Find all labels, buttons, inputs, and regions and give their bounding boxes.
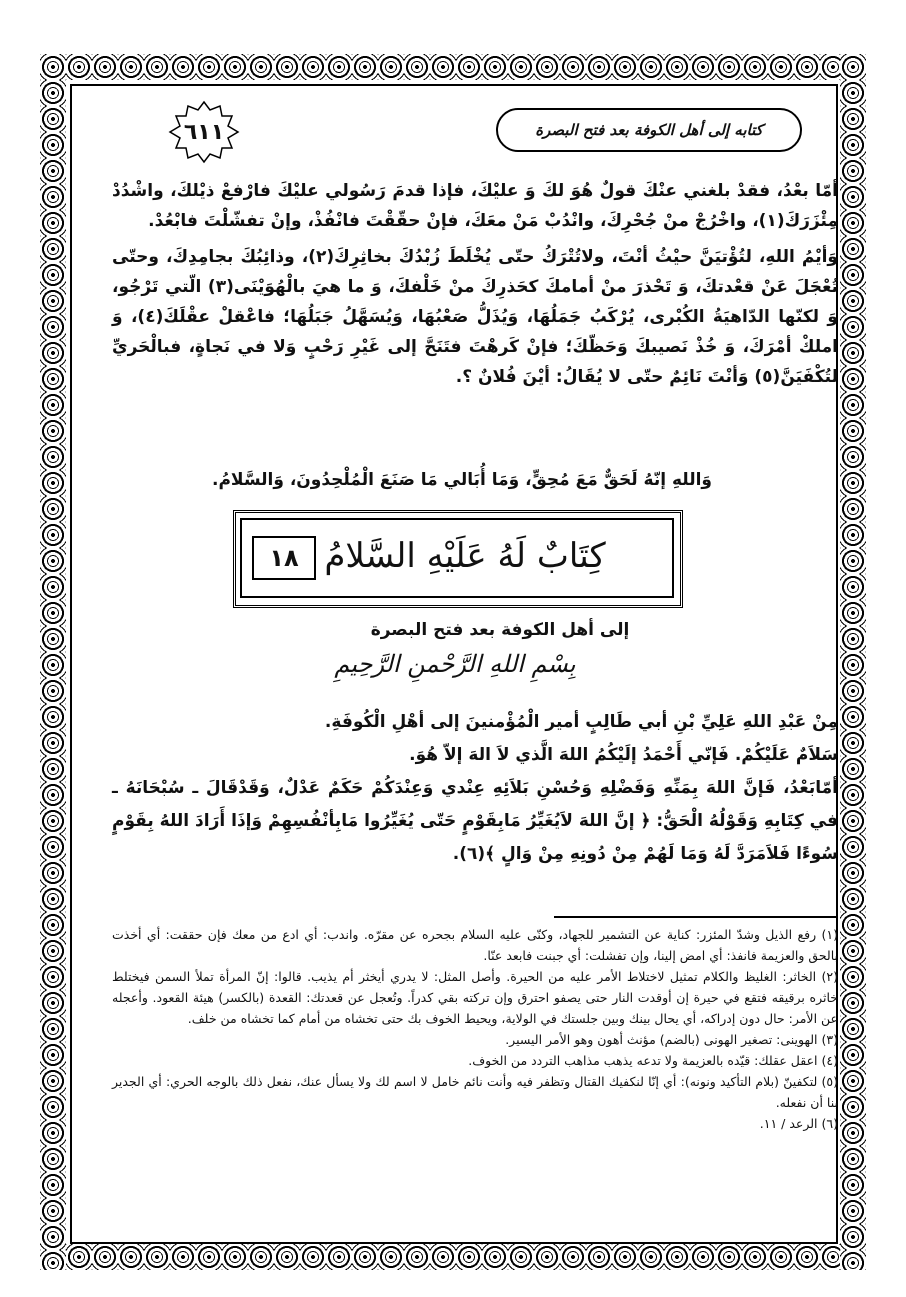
ornamental-border-left: [40, 54, 66, 1270]
body-text: [112, 176, 838, 398]
page-number: ٦١١: [183, 119, 225, 145]
section-title: كِتَابٌ لَهُ عَلَيْهِ السَّلامُ: [324, 536, 606, 576]
footnote: (١) رفع الذيل وشدّ المئزر: كناية عن التشمير للجهاد، وكنّى عليه السلام بجحره عن مقرّه. واندب: أي ادع من معك فإن حققت: أي أخذت بالحق والعزيمة فانفذ: أي امض إلينا، وإن تفشلت: أي جبنت فابعد عنّا.: [112, 927, 838, 963]
ornamental-border-bottom: [40, 1244, 866, 1270]
ornamental-border-top: [40, 54, 866, 80]
letter-line: سَلاَمٌ عَلَيْكُمْ. فَإنّي أَحْمَدُ إلَيْكُمُ اللهَ الَّذي لاَ الهَ إلاّ هُوَ.: [409, 745, 838, 765]
section-subtitle: إلى أهل الكوفة بعد فتح البصرة: [370, 620, 630, 640]
basmala-calligraphy: بِسْمِ اللهِ الرَّحْمنِ الرَّحِيمِ: [334, 650, 576, 678]
paragraph: أمّا بعْدُ، فقدْ بلغني عنْكَ قولٌ هُوَ لكَ وَ عليْكَ، فإذا قدمَ رَسُولي عليْكَ فارْفعْ ذيْلكَ، واشْدُدْ مِئْزَرَكَ(١)، واخْرُجْ منْ جُحْرِكَ، وانْدُبْ مَنْ معَكَ، فإنْ حقّقْتَ فانْفُذْ، وإنْ تفشّلْتَ فابْعُدْ.: [112, 181, 838, 231]
section-number: ١٨: [252, 536, 316, 580]
letter-line: مِنْ عَبْدِ اللهِ عَلِيِّ بْنِ أبي طَالِبٍ أمير الْمُؤْمنينَ إلى أهْلِ الْكُوفَةِ.: [324, 712, 838, 732]
footnote: (٥) لتكفينّ (بلام التأكيد ونونه): أي إنّا لنكفيك القتال وتظفر فيه وأنت نائم خامل لا اسم لك ولا يسأل عنك، نفعل ذلك بالوجه الحري: أي الجدير بنا أن نفعله.: [112, 1074, 838, 1110]
running-head: كتابه إلى أهل الكوفة بعد فتح البصرة: [496, 108, 802, 152]
footnote: (٤) اعقل عقلك: قيّده بالعزيمة ولا تدعه يذهب مذاهب التردد من الخوف.: [468, 1053, 838, 1068]
footnote: (٦) الرعد / ١١.: [759, 1116, 838, 1131]
closing-line: وَاللهِ إنّهُ لَحَقٌّ مَعَ مُحِقٍّ، وَمَا أُبَالي مَا صَنَعَ الْمُلْحِدُونَ، وَالسَّلامُ.: [212, 470, 712, 490]
footnote: (٢) الخاثر: الغليظ والكلام تمثيل لاختلاط الأمر عليه من الحيرة. وأصل المثل: لا يدري أيخثر أم يذيب. قالوا: إنّ المرأة تملأ السمن فيختلط خاثره برقيقه فتقع في حيرة إن أوقدت النار حتى يصفو احترق وإن تركته بقي كدراً. وتُعجل عن قعدتك: القعدة (بالكسر) هيئة القعود. وأعجله عن الأمر: حال دون إدراكه، أي يحال بينك وبين جلستك في الولاية، ويحيط الخوف بك حتى تخشاه من أمام كما تخشاه من خلف.: [112, 969, 838, 1026]
letter-text: [112, 706, 838, 871]
footnote-divider: [554, 916, 836, 918]
letter-line: أمّابَعْدُ، فَإنَّ اللهَ بِمَنِّهِ وَفَضْلِهِ وَحُسْنِ بَلاَئِهِ عِنْدي وَعِنْدَكُمْ حَكَمٌ عَدْلٌ، وَقَدْقَالَ ـ سُبْحَانَهُ ـ في كِتَابِهِ وَقَوْلُهُ الْحَقُّ: ﴿ إنَّ اللهَ لاَيُغَيِّرُ مَابِقَوْمٍ حَتّى يُغَيِّرُوا مَابِأنْفُسِهِمْ وَإذَا أَرَادَ اللهُ بِقَوْمٍ سُوءًا فَلاَمَرَدَّ لَهُ وَمَا لَهُمْ مِنْ دُونِهِ مِنْ وَالٍ ﴾(٦).: [112, 778, 838, 864]
ornamental-border-right: [840, 54, 866, 1270]
footnote: (٣) الهوينى: تصغير الهونى (بالضم) مؤنث أهون وهو الأمر اليسير.: [505, 1032, 838, 1047]
paragraph: وَأيْمُ اللهِ، لتُؤْتيَنَّ حيْثُ أنْتَ، ولاتُتْرَكُ حتّى يُخْلَطَ زُبْدُكَ بخاثِرِكَ(٢)، وذائِبُكَ بجامِدِكَ، وحتّى تُعْجَلَ عَنْ قعْدتكَ، وَ تَحْذرَ منْ أمامكَ كحَذرِكَ منْ خَلْفكَ، وَ ما هيَ بالْهُوَيْنَى(٣) الّتي تَرْجُو، وَ لكنّها الدّاهيَةُ الكُبْرى، يُرْكَبُ جَمَلُهَا، وَيُذَلُّ صَعْبُهَا، وَيُسَهَّلُ جَبَلُهَا؛ فاعْقلْ عقْلَكَ(٤)، وَ املكْ أمْرَكَ، وَ خُذْ نَصيبكَ وَحَظّكَ؛ فإنْ كَرهْتَ فتَنَحَّ إلى غَيْرِ رَحْبٍ وَلا في نَجاةٍ، فبالْحَريِّ لتُكْفَيَنَّ(٥) وَأنْتَ نَائِمٌ حتّى لا يُقَالُ: أيْنَ فُلانٌ ؟.: [112, 247, 838, 387]
footnotes: [112, 924, 838, 1134]
